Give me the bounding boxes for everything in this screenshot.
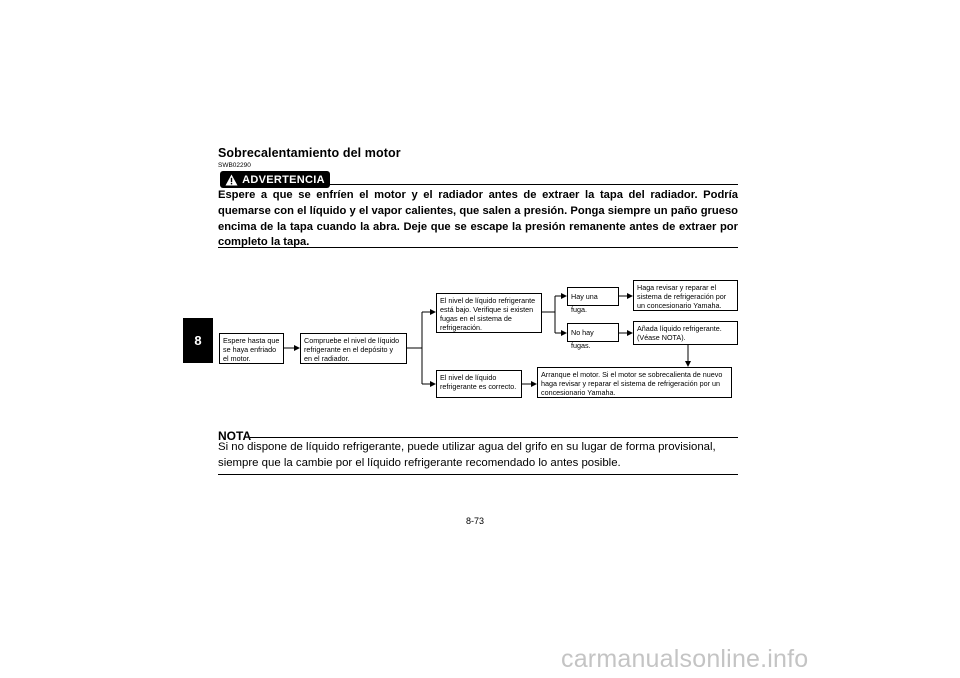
nota-top-rule (250, 437, 738, 438)
page-number: 8-73 (466, 516, 485, 526)
flow-box-check: Compruebe el nivel de líquido refrigerante en el depósito y en el radiador. (300, 333, 407, 364)
flow-box-repair: Haga revisar y reparar el sistema de refrigeración por un concesionario Yamaha. (633, 280, 738, 311)
doc-code: SWB02290 (218, 162, 251, 169)
nota-title: NOTA (218, 429, 252, 443)
flow-box-start: Arranque el motor. Si el motor se sobrecalienta de nuevo haga revisar y reparar el sistema de refrigeración por un concesionario Yamaha. (537, 367, 732, 398)
chapter-number: 8 (194, 333, 202, 348)
flow-box-leak: Hay una fuga. (567, 287, 619, 306)
flow-box-low: El nivel de líquido refrigerante está bajo. Verifique si existen fugas en el sistema de refrigeración. (436, 293, 542, 333)
section-title: Sobrecalentamiento del motor (218, 146, 401, 160)
flow-box-wait: Espere hasta que se haya enfriado el motor. (219, 333, 284, 364)
watermark: carmanualsonline.info (561, 645, 809, 673)
warning-label-text: ADVERTENCIA (242, 173, 325, 186)
nota-bottom-rule (218, 474, 738, 475)
nota-text: Si no dispone de líquido refrigerante, puede utilizar agua del grifo en su lugar de forma provisional, siempre que la cambie por el líquido refrigerante recomendado lo antes posible. (218, 441, 716, 469)
flow-box-correct: El nivel de líquido refrigerante es correcto. (436, 370, 522, 398)
flow-box-add: Añada líquido refrigerante. (Véase NOTA). (633, 321, 738, 345)
warning-text: Espere a que se enfríen el motor y el radiador antes de extraer la tapa del radiador. Podría quemarse con el líquido y el vapor calientes, que salen a presión. Ponga siempre un paño grueso encima de la tapa cuando la abra. Deje que se escape la presión remanente antes de extraer por completo la tapa. (218, 189, 738, 249)
flow-box-no-leak: No hay fugas. (567, 323, 619, 342)
